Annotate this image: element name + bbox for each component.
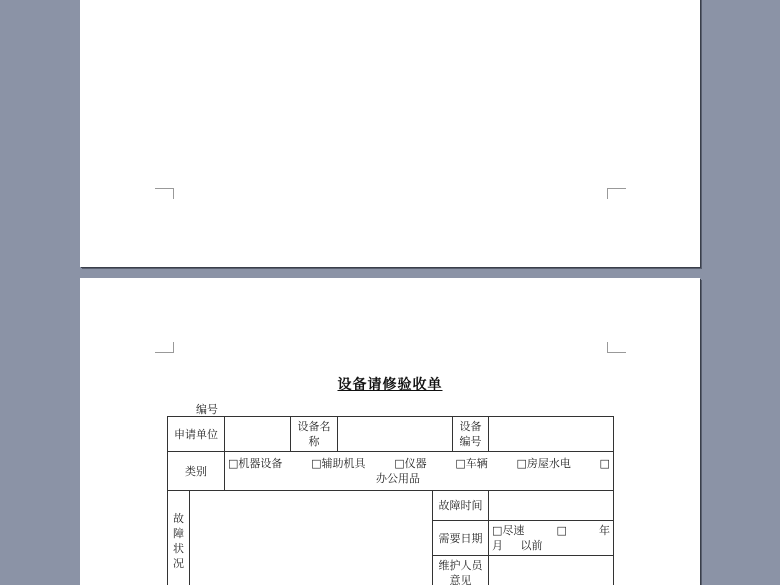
category-options bbox=[225, 452, 614, 491]
category-option-auxiliary-tools[interactable]: □辅助机具 bbox=[311, 457, 366, 470]
date-month-label: 月 bbox=[492, 539, 503, 552]
margin-corner-top-right bbox=[607, 342, 626, 353]
category-option-machinery[interactable]: □机器设备 bbox=[228, 457, 283, 470]
serial-number-label: 编号 bbox=[196, 403, 218, 416]
category-option-vehicles[interactable]: □车辆 bbox=[455, 457, 488, 470]
device-name-label: 设备名称 bbox=[291, 417, 338, 452]
fault-status-value[interactable] bbox=[190, 491, 433, 585]
date-option-specific[interactable]: □ bbox=[556, 524, 567, 537]
margin-corner-top-left bbox=[155, 342, 174, 353]
repair-form-table bbox=[167, 416, 614, 585]
applicant-unit-label: 申请单位 bbox=[168, 417, 225, 452]
category-label: 类别 bbox=[168, 452, 225, 491]
required-date-options bbox=[489, 521, 614, 556]
category-option-building-utilities[interactable]: □房屋水电 bbox=[516, 457, 571, 470]
form-row-category bbox=[168, 452, 614, 491]
category-option-office-supplies-label: 办公用品 bbox=[376, 472, 420, 485]
category-option-instruments[interactable]: □仪器 bbox=[394, 457, 427, 470]
date-before-label: 以前 bbox=[520, 539, 543, 552]
date-year-label: 年 bbox=[599, 524, 610, 537]
margin-corner-bottom-left bbox=[155, 188, 174, 199]
required-date-label: 需要日期 bbox=[433, 521, 489, 556]
document-title: 设备请修验收单 bbox=[337, 377, 443, 393]
device-number-label: 设备编号 bbox=[453, 417, 489, 452]
page-1 bbox=[80, 0, 700, 267]
device-name-value[interactable] bbox=[338, 417, 453, 452]
fault-time-value[interactable] bbox=[489, 491, 614, 521]
form-row-applicant bbox=[168, 417, 614, 452]
date-option-asap[interactable]: □尽速 bbox=[492, 524, 525, 537]
applicant-unit-value[interactable] bbox=[225, 417, 291, 452]
category-option-office-supplies-checkbox[interactable]: □ bbox=[599, 457, 610, 470]
form-row-fault-time bbox=[168, 491, 614, 521]
device-number-value[interactable] bbox=[489, 417, 614, 452]
fault-time-label: 故障时间 bbox=[433, 491, 489, 521]
fault-status-label: 故 障 状 况 bbox=[168, 491, 190, 585]
maintainer-opinion-value[interactable] bbox=[489, 556, 614, 585]
margin-corner-bottom-right bbox=[607, 188, 626, 199]
page-2 bbox=[80, 278, 700, 585]
maintainer-opinion-label: 维护人员意见 bbox=[433, 556, 489, 585]
